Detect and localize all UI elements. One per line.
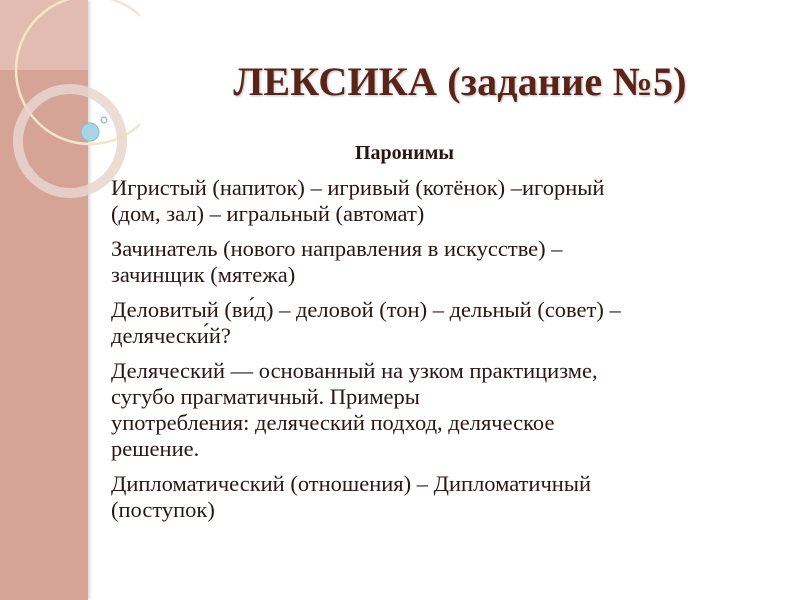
strip-highlight bbox=[0, 0, 88, 70]
slide-subtitle: Паронимы bbox=[355, 142, 454, 164]
text-line: употребления: деляческий подход, деляческое bbox=[111, 410, 555, 435]
slide-title: ЛЕКСИКА (задание №5) bbox=[233, 59, 687, 104]
text-line: сугубо прагматичный. Примеры bbox=[111, 384, 420, 409]
paragraph-diplomatichesky bbox=[111, 471, 751, 523]
paragraph-igristy bbox=[111, 175, 751, 227]
decorative-side-strip bbox=[0, 0, 88, 600]
text-line: Игристый (напиток) – игривый (котёнок) –игорный bbox=[111, 175, 605, 200]
text-line: решение. bbox=[111, 436, 200, 461]
slide-body bbox=[111, 175, 751, 532]
text-line: делячески́й? bbox=[111, 323, 231, 348]
text-line: зачинщик (мятежа) bbox=[111, 262, 296, 287]
paragraph-delyachesky-definition bbox=[111, 358, 751, 462]
text-line: (дом, зал) – игральный (автомат) bbox=[111, 201, 425, 226]
text-line: Деловитый (ви́д) – деловой (тон) – дельный (совет) – bbox=[111, 297, 621, 322]
text-line: (поступок) bbox=[111, 497, 215, 522]
paragraph-delovity bbox=[111, 297, 751, 349]
text-line: Деляческий — основанный на узком практицизме, bbox=[111, 358, 598, 383]
text-line: Дипломатический (отношения) – Дипломатичный bbox=[111, 471, 591, 496]
paragraph-zachinatel bbox=[111, 236, 751, 288]
text-line: Зачинатель (нового направления в искусстве) – bbox=[111, 236, 563, 261]
